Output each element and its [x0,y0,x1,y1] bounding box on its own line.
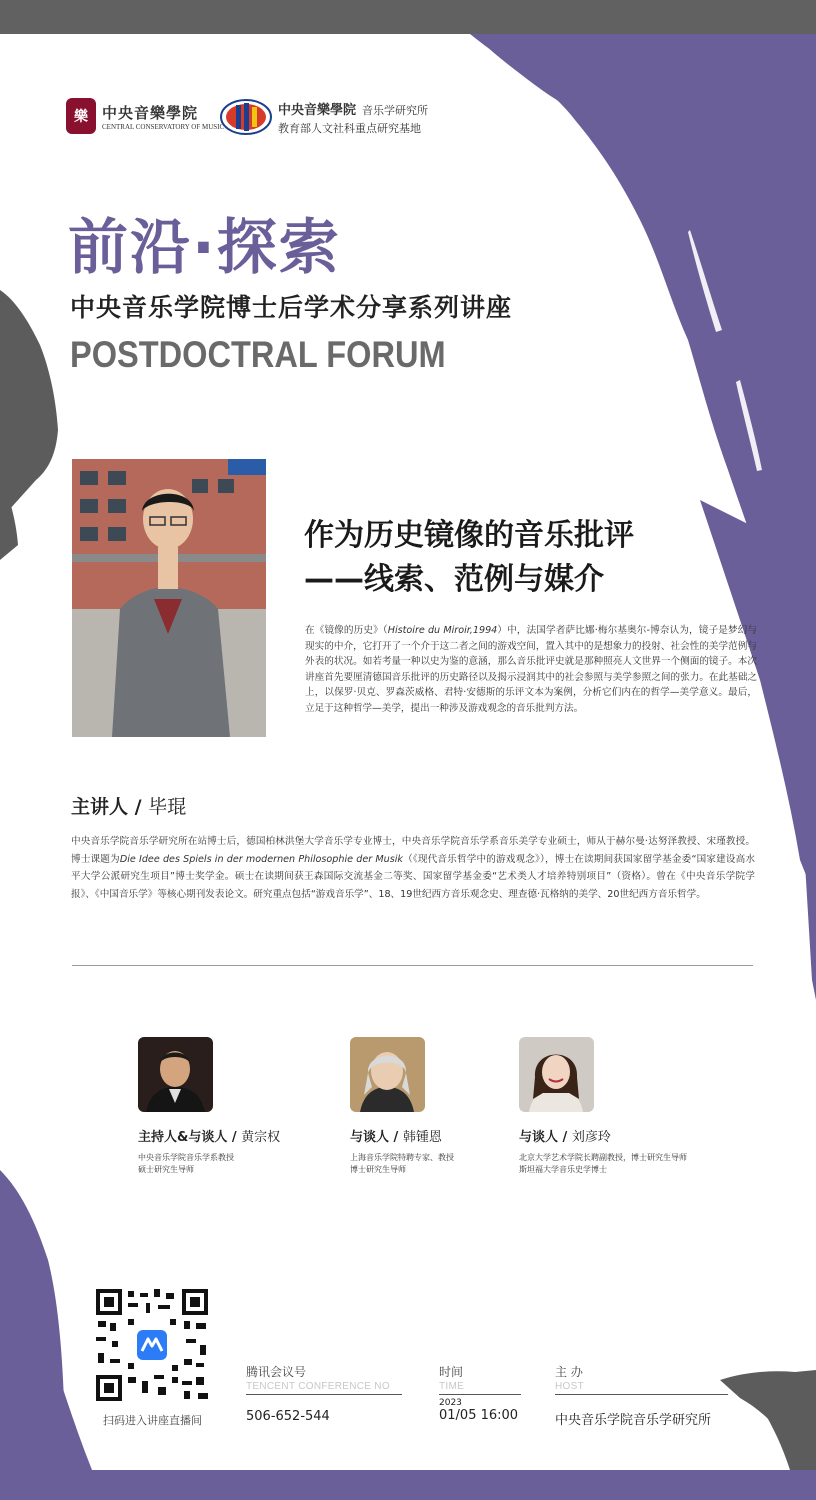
guest-name: 黄宗权 [241,1130,281,1145]
guest-card: 与谈人 / 韩锺恩 上海音乐学院特聘专家、教授 博士研究生导师 [350,1037,590,1175]
bio-thesis-title: Die Idee des Spiels in der modernen Philosophie der Musik [119,853,403,865]
guest-role: 与谈人 [519,1130,559,1145]
host-label-en: HOST [555,1381,584,1392]
meeting-label: 腾讯会议号 [246,1365,307,1379]
meeting-id[interactable]: 506-652-544 [246,1409,330,1424]
bottom-bar [0,1470,816,1500]
qr-code-icon[interactable] [96,1289,208,1401]
time-value: 01/05 16:00 [439,1408,519,1423]
meeting-info [246,1363,402,1424]
avatar [138,1037,213,1112]
lecture-title-line2: ——线索、范例与媒介 [304,562,604,597]
speaker-role: 主讲人 [71,796,129,818]
ccom-seal-icon: 樂 [66,98,96,134]
guest-card: 与谈人 / 刘彦玲 北京大学艺术学院长聘副教授，博士研究生导师 斯坦福大学音乐史学博士 [519,1037,759,1175]
lecture-title [304,514,764,602]
guest-desc-line2: 博士研究生导师 [350,1164,406,1174]
institute-logo-base: 教育部人文社科重点研究基地 [278,121,421,135]
time-year: 2023 [439,1398,462,1408]
ccom-logo-en: CENTRAL CONSERVATORY OF MUSIC [102,122,225,131]
speaker-bio [71,833,755,903]
guest-card: 主持人&与谈人 / 黄宗权 中央音乐学院音乐学系教授 硕士研究生导师 [138,1037,378,1175]
institute-logo-name: 中央音樂學院 [278,102,357,118]
host-label: 主 办 [555,1365,583,1379]
lecture-abstract [305,623,757,717]
speaker-separator: / [128,796,149,818]
time-info [439,1363,521,1423]
section-divider [72,965,753,966]
bio-text-rest: （《现代音乐哲学中的游戏观念》），博士在读期间获国家留学基金委“国家建设高水平大学公派研究生项目”博士奖学金。硕士在读期间获王森国际交流基金二等奖、国家留学基金委“艺术类人才培养特别项目”（资格）。曾在《中央音乐学院学报》、《中国音乐学》等核心期刊发表论文。研究重点包括“游戏音乐学”、18、19世纪西方音乐观念史、理查德·瓦格纳的美学、20世纪西方音乐哲学。 [71,853,755,900]
institute-emblem-icon [220,98,272,136]
main-title: 前沿·探索 [68,213,341,283]
meeting-rule [246,1394,402,1395]
guest-desc-line1: 北京大学艺术学院长聘副教授，博士研究生导师 [519,1153,687,1162]
speaker-name: 毕琨 [148,796,187,818]
qr-caption: 扫码进入讲座直播间 [103,1414,202,1427]
guest-name: 刘彦玲 [571,1130,611,1145]
host-info [555,1363,728,1428]
time-label-en: TIME [439,1381,465,1392]
abstract-text-rest: ）中，法国学者萨比娜·梅尔基奥尔-博奈认为，镜子是梦幻与现实的中介，它打开了一个介于这二者之间的游戏空间，置入其中的是想象力的投射、社会性的美学范例与外表的状况。如若考量一种以史为鉴的意涵，那么音乐批评史就是那种照亮人文世界一个侧面的镜子。本次讲座首先要厘清德国音乐批评的历史路径以及揭示浸润其中的社会参照与美学参照之间的张力。在此基础之上，以保罗·贝克、罗森茨威格、君特·安德斯的乐评文本为案例，分析它们内在的哲学—美学意义。最后，立足于这种哲学—美学，提出一种涉及游戏观念的音乐批判方法。 [305,625,757,714]
abstract-text: 在《镜像的历史》（ [305,625,388,636]
ccom-logo [66,98,224,134]
guest-desc-line2: 斯坦福大学音乐史学博士 [519,1164,607,1174]
speaker-heading [71,792,186,819]
avatar [350,1037,425,1112]
avatar [519,1037,594,1112]
series-title: 中央音乐学院博士后学术分享系列讲座 [70,293,513,322]
guest-desc-line1: 中央音乐学院音乐学系教授 [138,1153,234,1162]
guest-desc-line1: 上海音乐学院特聘专家、教授 [350,1153,454,1162]
ccom-logo-name: 中央音樂學院 [102,103,199,122]
speaker-photo [72,459,266,737]
time-rule [439,1394,521,1395]
abstract-book-title: Histoire du Miroir,1994 [387,625,498,636]
guest-role: 与谈人 [350,1130,390,1145]
guest-role: 主持人&与谈人 [138,1130,228,1145]
top-bar [0,0,816,34]
meeting-label-en: TENCENT CONFERENCE NO [246,1381,390,1392]
institute-logo [220,98,428,136]
english-title: POSTDOCTRAL FORUM [70,334,446,375]
time-label: 时间 [439,1365,464,1379]
host-value: 中央音乐学院音乐学研究所 [555,1413,712,1428]
lecture-title-line1: 作为历史镜像的音乐批评 [304,518,634,553]
institute-logo-suffix: 音乐学研究所 [362,103,429,117]
host-rule [555,1394,728,1395]
guest-desc-line2: 硕士研究生导师 [138,1164,194,1174]
guest-name: 韩锺恩 [402,1130,442,1145]
bio-text: 中央音乐学院音乐学研究所在站博士后，德国柏林洪堡大学音乐学专业博士，中央音乐学院音乐学系音乐美学专业硕士，师从于赫尔曼·达努泽教授、宋瑾教授。博士课题为 [71,836,755,865]
